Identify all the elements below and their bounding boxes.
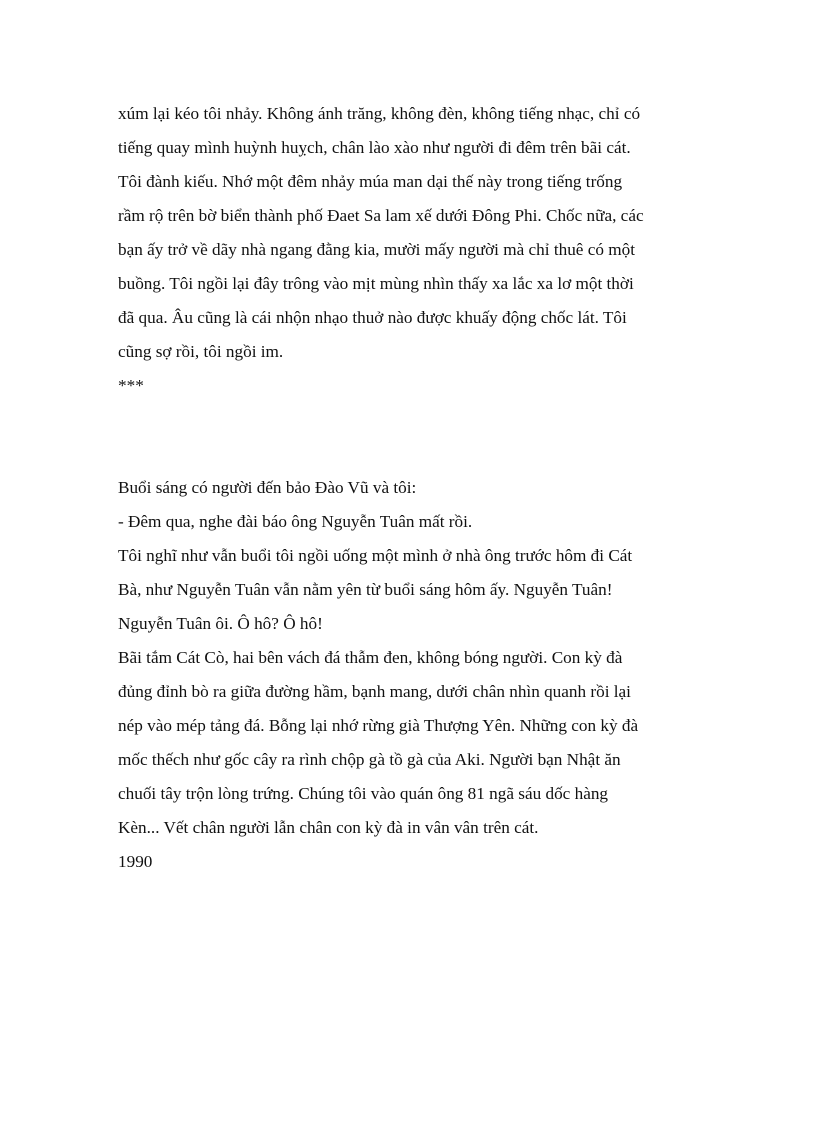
text-line: xúm lại kéo tôi nhảy. Không ánh trăng, không đèn, không tiếng nhạc, chỉ có	[118, 104, 641, 123]
text-line: Bãi tắm Cát Cò, hai bên vách đá thẫm đen, không bóng người. Con kỳ đà	[118, 648, 623, 667]
text-line: Kèn... Vết chân người lẫn chân con kỳ đà in vân vân trên cát.	[118, 818, 539, 837]
text-line: Tôi đành kiếu. Nhớ một đêm nhảy múa man dại thế này trong tiếng trống	[118, 172, 623, 191]
text-line: tiếng quay mình huỳnh huỵch, chân lào xào như người đi đêm trên bãi cát.	[118, 138, 631, 157]
text-line: Nguyễn Tuân ôi. Ô hô? Ô hô!	[118, 614, 323, 633]
date-year: 1990	[118, 852, 153, 871]
section-separator: ***	[118, 376, 144, 395]
text-line: Buổi sáng có người đến bảo Đào Vũ và tôi:	[118, 478, 417, 497]
text-line: cũng sợ rồi, tôi ngồi im.	[118, 342, 284, 361]
text-line: chuối tây trộn lòng trứng. Chúng tôi vào quán ông 81 ngã sáu dốc hàng	[118, 784, 609, 803]
text-line: đã qua. Âu cũng là cái nhộn nhạo thuở nào được khuấy động chốc lát. Tôi	[118, 308, 627, 327]
blank-space	[118, 403, 718, 471]
text-line: buồng. Tôi ngồi lại đây trông vào mịt mùng nhìn thấy xa lắc xa lơ một thời	[118, 274, 634, 293]
text-line: Bà, như Nguyễn Tuân vẫn nằm yên từ buổi sáng hôm ấy. Nguyễn Tuân!	[118, 580, 613, 599]
text-line: bạn ấy trở về dãy nhà ngang đằng kia, mười mấy người mà chỉ thuê có một	[118, 240, 635, 259]
text-line: nép vào mép tảng đá. Bỗng lại nhớ rừng già Thượng Yên. Những con kỳ đà	[118, 716, 639, 735]
text-line: đủng đỉnh bò ra giữa đường hầm, bạnh mang, dưới chân nhìn quanh rồi lại	[118, 682, 631, 701]
text-line: rầm rộ trên bờ biển thành phố Đaet Sa lam xế dưới Đông Phi. Chốc nữa, các	[118, 206, 644, 225]
document-body	[118, 97, 718, 879]
text-line: mốc thếch như gốc cây ra rình chộp gà tồ gà của Aki. Người bạn Nhật ăn	[118, 750, 621, 769]
text-line: Tôi nghĩ như vẫn buổi tôi ngồi uống một mình ở nhà ông trước hôm đi Cát	[118, 546, 633, 565]
text-line: - Đêm qua, nghe đài báo ông Nguyễn Tuân mất rồi.	[118, 512, 473, 531]
